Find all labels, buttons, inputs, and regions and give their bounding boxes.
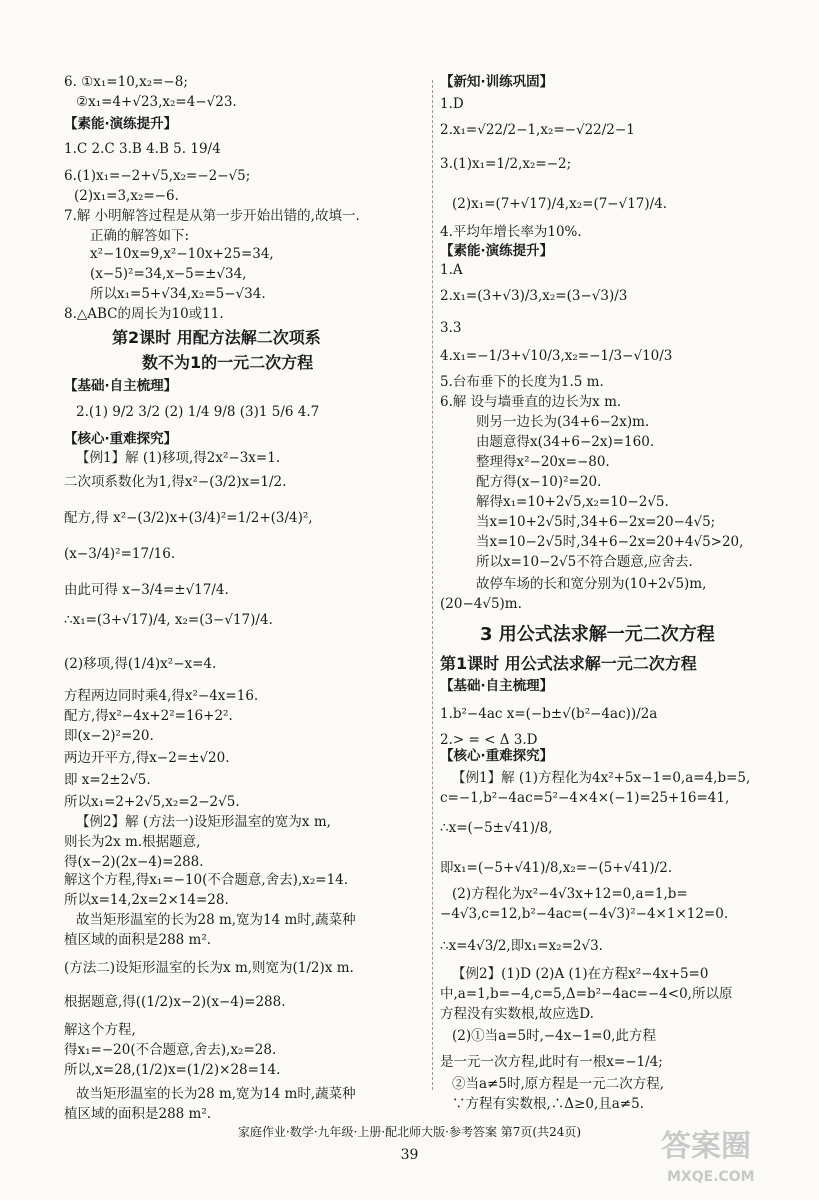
- answer-line: ∴x=(−5±√41)/8,: [440, 820, 553, 836]
- answer-line: c=−1,b²−4ac=5²−4×4×(−1)=25+16=41,: [440, 790, 730, 806]
- answer-line: 所以x₁=5+√34,x₂=5−√34.: [90, 286, 266, 302]
- answer-line: −4√3,c=12,b²−4ac=(−4√3)²−4×1×12=0.: [440, 906, 729, 922]
- section-title: 数不为1的一元二次方程: [142, 353, 314, 372]
- answer-line: 4.x₁=−1/3+√10/3,x₂=−1/3−√10/3: [440, 348, 673, 364]
- answer-line: ②当a≠5时,原方程是一元二次方程,: [452, 1076, 665, 1092]
- answer-line: 根据题意,得((1/2)x−2)(x−4)=288.: [64, 994, 286, 1010]
- column-divider: [432, 80, 433, 1090]
- answer-line: 解这个方程,: [64, 1022, 136, 1038]
- page-number: 39: [400, 1147, 419, 1163]
- section-heading: 【基础·自主梳理】: [64, 378, 178, 394]
- answer-line: (方法二)设矩形温室的长为x m,则宽为(1/2)x m.: [64, 960, 354, 976]
- answer-line: 是一元一次方程,此时有一根x=−1/4;: [440, 1054, 663, 1070]
- watermark-logo: [661, 1129, 801, 1192]
- answer-line: ∴x=4√3/2,即x₁=x₂=2√3.: [440, 938, 603, 954]
- answer-line: 由此可得 x−3/4=±√17/4.: [64, 582, 229, 598]
- section-heading: 【素能·演练提升】: [440, 243, 554, 259]
- answer-line: 【例1】解 (1)移项,得2x²−3x=1.: [76, 450, 281, 466]
- answer-line: ②x₁=4+√23,x₂=4−√23.: [76, 94, 237, 110]
- answer-line: (2)①当a=5时,−4x−1=0,此方程: [452, 1028, 656, 1044]
- answer-line: 7.解 小明解答过程是从第一步开始出错的,故填一.: [64, 208, 360, 224]
- answer-line: 【例2】(1)D (2)A (1)在方程x²−4x+5=0: [452, 966, 709, 982]
- answer-line: 4.平均年增长率为10%.: [440, 224, 582, 240]
- section-title: 3 用公式法求解一元二次方程: [480, 624, 715, 645]
- answer-line: 配方得(x−10)²=20.: [476, 474, 602, 490]
- answer-line: 解得x₁=10+2√5,x₂=10−2√5.: [476, 494, 669, 510]
- answer-line: 解这个方程,得x₁=−10(不合题意,舍去),x₂=14.: [64, 872, 349, 888]
- answer-line: 故当矩形温室的长为28 m,宽为14 m时,蔬菜种: [76, 1086, 356, 1102]
- section-heading: 【新知·训练巩固】: [440, 74, 554, 90]
- answer-line: 二次项系数化为1,得x²−(3/2)x=1/2.: [64, 474, 287, 490]
- answer-line: 1.D: [440, 96, 464, 112]
- answer-line: 【例2】解 (方法一)设矩形温室的宽为x m,: [76, 814, 331, 830]
- watermark-text-bottom: MXQE.COM: [667, 1169, 755, 1185]
- answer-line: 得x₁=−20(不合题意,舍去),x₂=28.: [64, 1042, 277, 1058]
- answer-line: 当x=10−2√5时,34+6−2x=20+4√5>20,: [476, 534, 744, 550]
- answer-line: 2.x₁=(3+√3)/3,x₂=(3−√3)/3: [440, 288, 628, 304]
- answer-line: 1.A: [440, 262, 463, 278]
- answer-line: ∴x₁=(3+√17)/4, x₂=(3−√17)/4.: [64, 612, 273, 628]
- section-title: 第2课时 用配方法解二次项系: [112, 328, 321, 347]
- answer-line: 6.(1)x₁=−2+√5,x₂=−2−√5;: [64, 168, 251, 184]
- section-heading: 【素能·演练提升】: [64, 116, 178, 132]
- section-title: 第1课时 用公式法求解一元二次方程: [440, 654, 697, 673]
- answer-line: (2)方程化为x²−4√3x+12=0,a=1,b=: [452, 886, 688, 902]
- answer-line: 即 x=2±2√5.: [64, 772, 151, 788]
- answer-line: 整理得x²−20x=−80.: [476, 454, 610, 470]
- answer-line: 即(x−2)²=20.: [64, 728, 154, 744]
- section-heading: 【基础·自主梳理】: [440, 678, 554, 694]
- answer-line: 【例1】解 (1)方程化为4x²+5x−1=0,a=4,b=5,: [452, 770, 751, 786]
- watermark-text-top: 答案圈: [661, 1129, 751, 1164]
- answer-line: 配方,得x²−4x+2²=16+2².: [64, 708, 233, 724]
- answer-line: 则另一边长为(34+6−2x)m.: [476, 414, 650, 430]
- answer-line: 8.△ABC的周长为10或11.: [64, 306, 224, 322]
- answer-line: x²−10x=9,x²−10x+25=34,: [90, 246, 274, 262]
- answer-line: 5.台布垂下的长度为1.5 m.: [440, 374, 604, 390]
- answer-line: 即x₁=(−5+√41)/8,x₂=−(5+√41)/2.: [440, 860, 673, 876]
- answer-line: 得(x−2)(2x−4)=288.: [64, 854, 204, 870]
- answer-line: 中,a=1,b=−4,c=5,Δ=b²−4ac=−4<0,所以原: [440, 986, 733, 1002]
- answer-line: 正确的解答如下:: [90, 228, 190, 244]
- answer-line: 2.x₁=√22/2−1,x₂=−√22/2−1: [440, 122, 635, 138]
- answer-line: 6. ①x₁=10,x₂=−8;: [64, 74, 188, 90]
- section-heading: 【核心·重难探究】: [440, 748, 554, 764]
- right-column: [440, 0, 792, 1110]
- answer-line: 3.3: [440, 320, 462, 336]
- answer-line: 所以x=10−2√5不符合题意,应舍去.: [476, 554, 693, 570]
- answer-line: ∵方程有实数根,∴Δ≥0,且a≠5.: [452, 1096, 644, 1112]
- answer-line: 两边开平方,得x−2=±√20.: [64, 750, 230, 766]
- answer-line: 植区域的面积是288 m².: [64, 932, 212, 948]
- answer-line: (2)x₁=(7+√17)/4,x₂=(7−√17)/4.: [452, 196, 668, 212]
- answer-line: 2.(1) 9/2 3/2 (2) 1/4 9/8 (3)1 5/6 4.7: [76, 404, 320, 420]
- answer-line: 则长为2x m.根据题意,: [64, 834, 201, 850]
- answer-line: 方程没有实数根,故应选D.: [440, 1006, 594, 1022]
- answer-line: 1.C 2.C 3.B 4.B 5. 19/4: [64, 141, 221, 157]
- answer-line: 所以x₁=2+2√5,x₂=2−2√5.: [64, 794, 240, 810]
- answer-line: 由题意得x(34+6−2x)=160.: [476, 434, 655, 450]
- answer-line: 6.解 设与墙垂直的边长为x m.: [440, 394, 622, 410]
- answer-line: (20−4√5)m.: [440, 596, 522, 612]
- answer-line: 植区域的面积是288 m².: [64, 1106, 212, 1122]
- answer-line: 2.> = < Δ 3.D: [440, 732, 538, 748]
- page-footer: 家庭作业·数学·九年级·上册·配北师大版·参考答案 第7页(共24页): [237, 1125, 582, 1139]
- answer-line: (x−5)²=34,x−5=±√34,: [90, 266, 247, 282]
- answer-line: 所以x=14,2x=2×14=28.: [64, 892, 229, 908]
- answer-line: 所以,x=28,(1/2)x=(1/2)×28=14.: [64, 1062, 281, 1078]
- section-heading: 【核心·重难探究】: [64, 431, 178, 447]
- answer-line: (x−3/4)²=17/16.: [64, 546, 176, 562]
- answer-line: 3.(1)x₁=1/2,x₂=−2;: [440, 156, 572, 172]
- answer-line: 当x=10+2√5时,34+6−2x=20−4√5;: [476, 514, 716, 530]
- answer-line: (2)移项,得(1/4)x²−x=4.: [64, 656, 217, 672]
- answer-line: 1.b²−4ac x=(−b±√(b²−4ac))/2a: [440, 706, 658, 722]
- answer-line: 配方,得 x²−(3/2)x+(3/4)²=1/2+(3/4)²,: [64, 510, 313, 526]
- answer-line: 故当矩形温室的长为28 m,宽为14 m时,蔬菜种: [76, 912, 356, 928]
- answer-line: (2)x₁=3,x₂=−6.: [74, 188, 179, 204]
- answer-line: 方程两边同时乘4,得x²−4x=16.: [64, 688, 259, 704]
- answer-line: 故停车场的长和宽分别为(10+2√5)m,: [476, 576, 707, 592]
- left-column: [64, 0, 426, 1122]
